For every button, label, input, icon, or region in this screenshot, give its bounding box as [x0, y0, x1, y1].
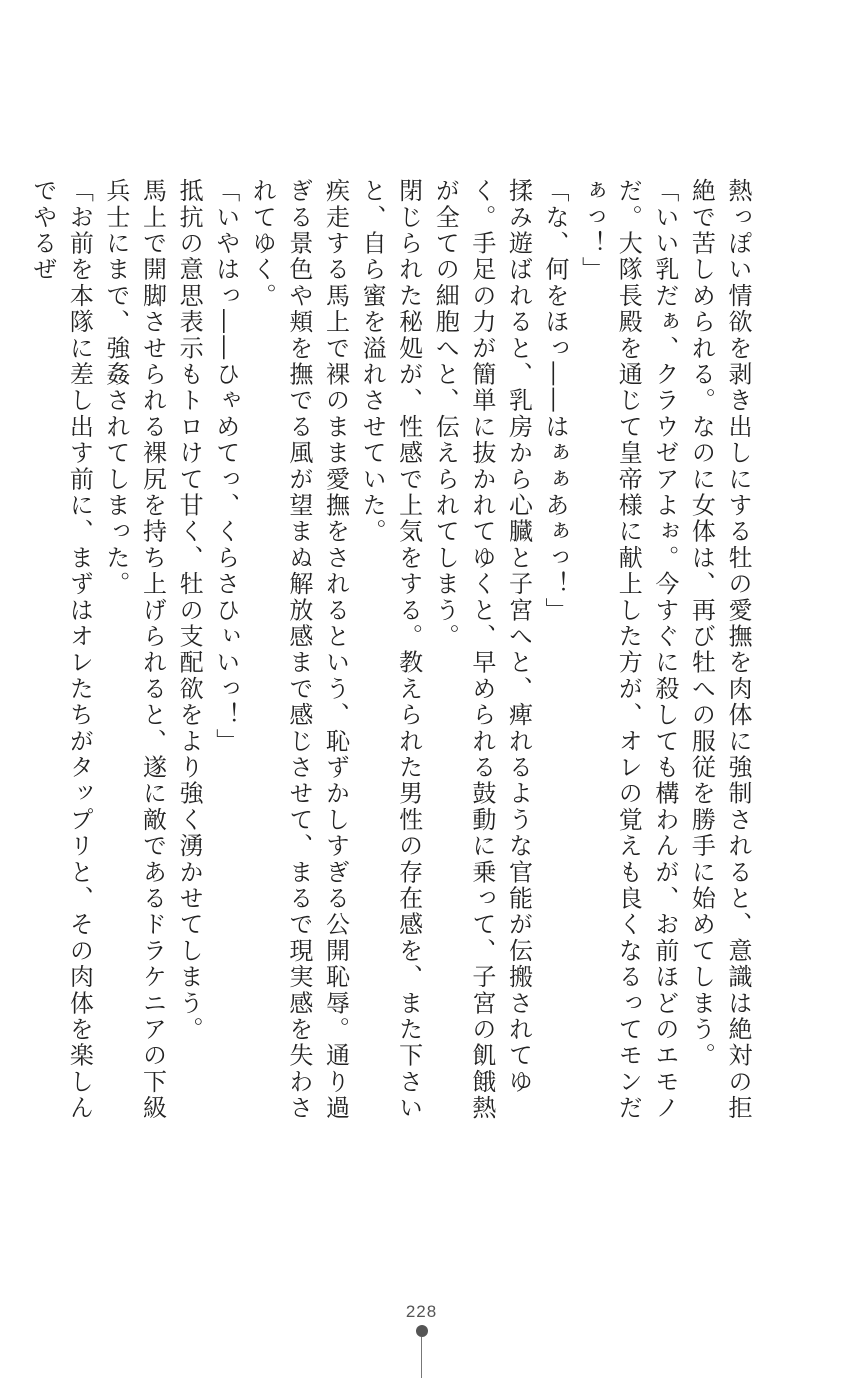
- page-marker-dot: [416, 1325, 428, 1337]
- dialogue-paragraph: 「いやはっ――ひゃめてっ、くらさひぃいっ！」: [211, 178, 240, 755]
- paragraph: 熱っぽい情欲を剥き出しにする牡の愛撫を肉体に強制されると、意識は絶対の拒絶で苦しめられる。なのに女体は、再び牡への服従を勝手に始めてしまう。: [687, 178, 752, 1122]
- paragraph: 揉み遊ばれると、乳房から心臓と子宮へと、痺れるような官能が伝搬されてゆく。手足の力が簡単に抜かれてゆくと、早められる鼓動に乗って、子宮の飢餓熱が全ての細胞へと、伝えられてしまう。: [431, 178, 533, 1122]
- page-number: 228: [405, 1302, 438, 1321]
- dialogue-paragraph: 「いい乳だぁ、クラウゼアよぉ。今すぐに殺しても構わんが、お前ほどのエモノだ。大隊長殿を通じて皇帝様に献上した方が、オレの覚えも良くなるってモンだぁっ！」: [577, 178, 679, 1122]
- paragraph: 疾走する馬上で裸のまま愛撫をされるという、恥ずかしすぎる公開恥辱。通り過ぎる景色や頬を撫でる風が望まぬ解放感まで感じさせて、まるで現実感を失わされてゆく。: [248, 178, 350, 1122]
- dialogue-paragraph: 「な、何をほっ――はぁぁあぁっ！」: [541, 178, 570, 624]
- body-text: [28, 178, 756, 1138]
- dialogue-paragraph: 「お前を本隊に差し出す前に、まずはオレたちがタップリと、その肉体を楽しんでやるぜ: [28, 178, 94, 1122]
- paragraph: 馬上で開脚させられる裸尻を持ち上げられると、遂に敵であるドラケニアの下級兵士にまで、強姦されてしまった。: [101, 178, 167, 1122]
- paragraph: 閉じられた秘処が、性感で上気をする。教えられた男性の存在感を、また下さいと、自ら蜜を溢れさせていた。: [358, 178, 423, 1122]
- paragraph: 抵抗の意思表示もトロけて甘く、牡の支配欲をより強く湧かせてしまう。: [175, 178, 204, 1043]
- page-marker-line: [421, 1337, 422, 1378]
